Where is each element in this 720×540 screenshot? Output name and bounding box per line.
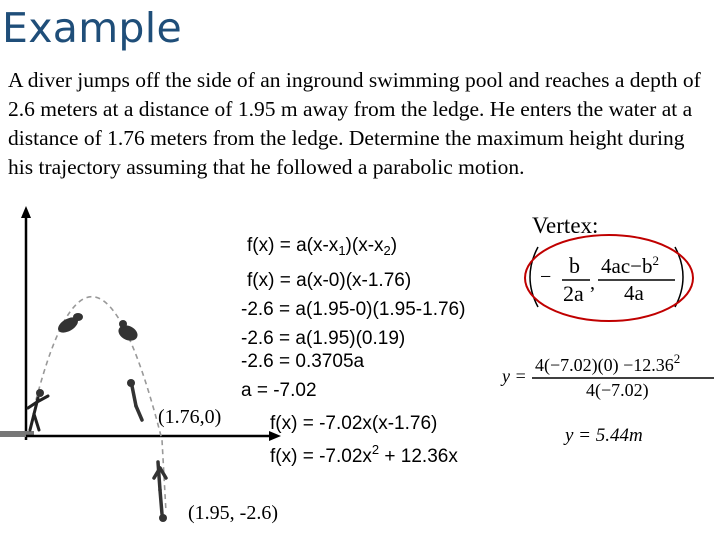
vertex-label: Vertex:: [532, 213, 599, 238]
equation-line-7: f(x) = -7.02x(x-1.76): [270, 413, 438, 434]
vertex-b-numerator: b: [569, 253, 580, 278]
y-calc-numerator-text: 4(−7.02)(0) −12.36: [535, 355, 674, 375]
slide-title: Example: [2, 4, 182, 52]
equation-line-6: a = -7.02: [241, 380, 317, 401]
diver-tuck-figure-1: [55, 313, 83, 336]
vertex-k-superscript: 2: [652, 253, 659, 268]
vertex-comma: ,: [590, 272, 595, 294]
eq1-part-c: ): [390, 235, 398, 256]
vertex-minus-sign: −: [540, 266, 552, 288]
y-result: y = 5.44m: [565, 425, 643, 446]
equation-line-5: -2.6 = 0.3705a: [241, 351, 365, 372]
equation-line-4: -2.6 = a(1.95)(0.19): [241, 328, 406, 349]
eq1-subscript-2: 2: [383, 243, 391, 258]
vertex-k-numerator: [601, 253, 659, 279]
equation-line-8: [270, 442, 458, 468]
eq8-part-b: + 12.36x: [379, 446, 458, 467]
eq8-superscript: 2: [371, 442, 380, 457]
vertex-k-denominator: 4a: [624, 281, 644, 305]
trajectory-curve: [36, 297, 166, 512]
equation-line-2: f(x) = a(x-0)(x-1.76): [247, 270, 412, 291]
root-point-label: (1.76,0): [158, 406, 222, 428]
eq8-part-a: f(x) = -7.02x: [270, 446, 372, 467]
y-calc-superscript: 2: [673, 351, 681, 366]
diver-entering-figure: [154, 462, 167, 522]
diver-extending-figure: [127, 379, 142, 420]
vertex-k-numerator-text: 4ac−b: [601, 254, 653, 278]
eq1-part-b: )(x-x: [345, 235, 384, 256]
equation-line-3: -2.6 = a(1.95-0)(1.95-1.76): [241, 299, 466, 320]
equation-line-1: [247, 235, 397, 258]
y-calc-denominator: 4(−7.02): [586, 380, 649, 400]
vertex-b-denominator: 2a: [563, 281, 584, 306]
diver-standing-figure: [28, 389, 48, 430]
eq1-part-a: f(x) = a(x-x: [247, 235, 339, 256]
y-axis-arrow: [21, 206, 31, 218]
diver-tuck-figure-2: [116, 320, 140, 344]
low-point-label: (1.95, -2.6): [188, 502, 278, 524]
y-calc-numerator: [535, 351, 680, 376]
y-calc-lhs: y =: [502, 366, 527, 386]
problem-statement: A diver jumps off the side of an inground swimming pool and reaches a depth of 2.6 meters at a distance of 1.95 m away from the ledge. He enters the water at a distance of 1.76 meters from the ledge. Determine the maximum height during his trajectory assuming that he followed a parabolic motion.: [8, 68, 701, 179]
eq1-subscript-1: 1: [338, 243, 346, 258]
